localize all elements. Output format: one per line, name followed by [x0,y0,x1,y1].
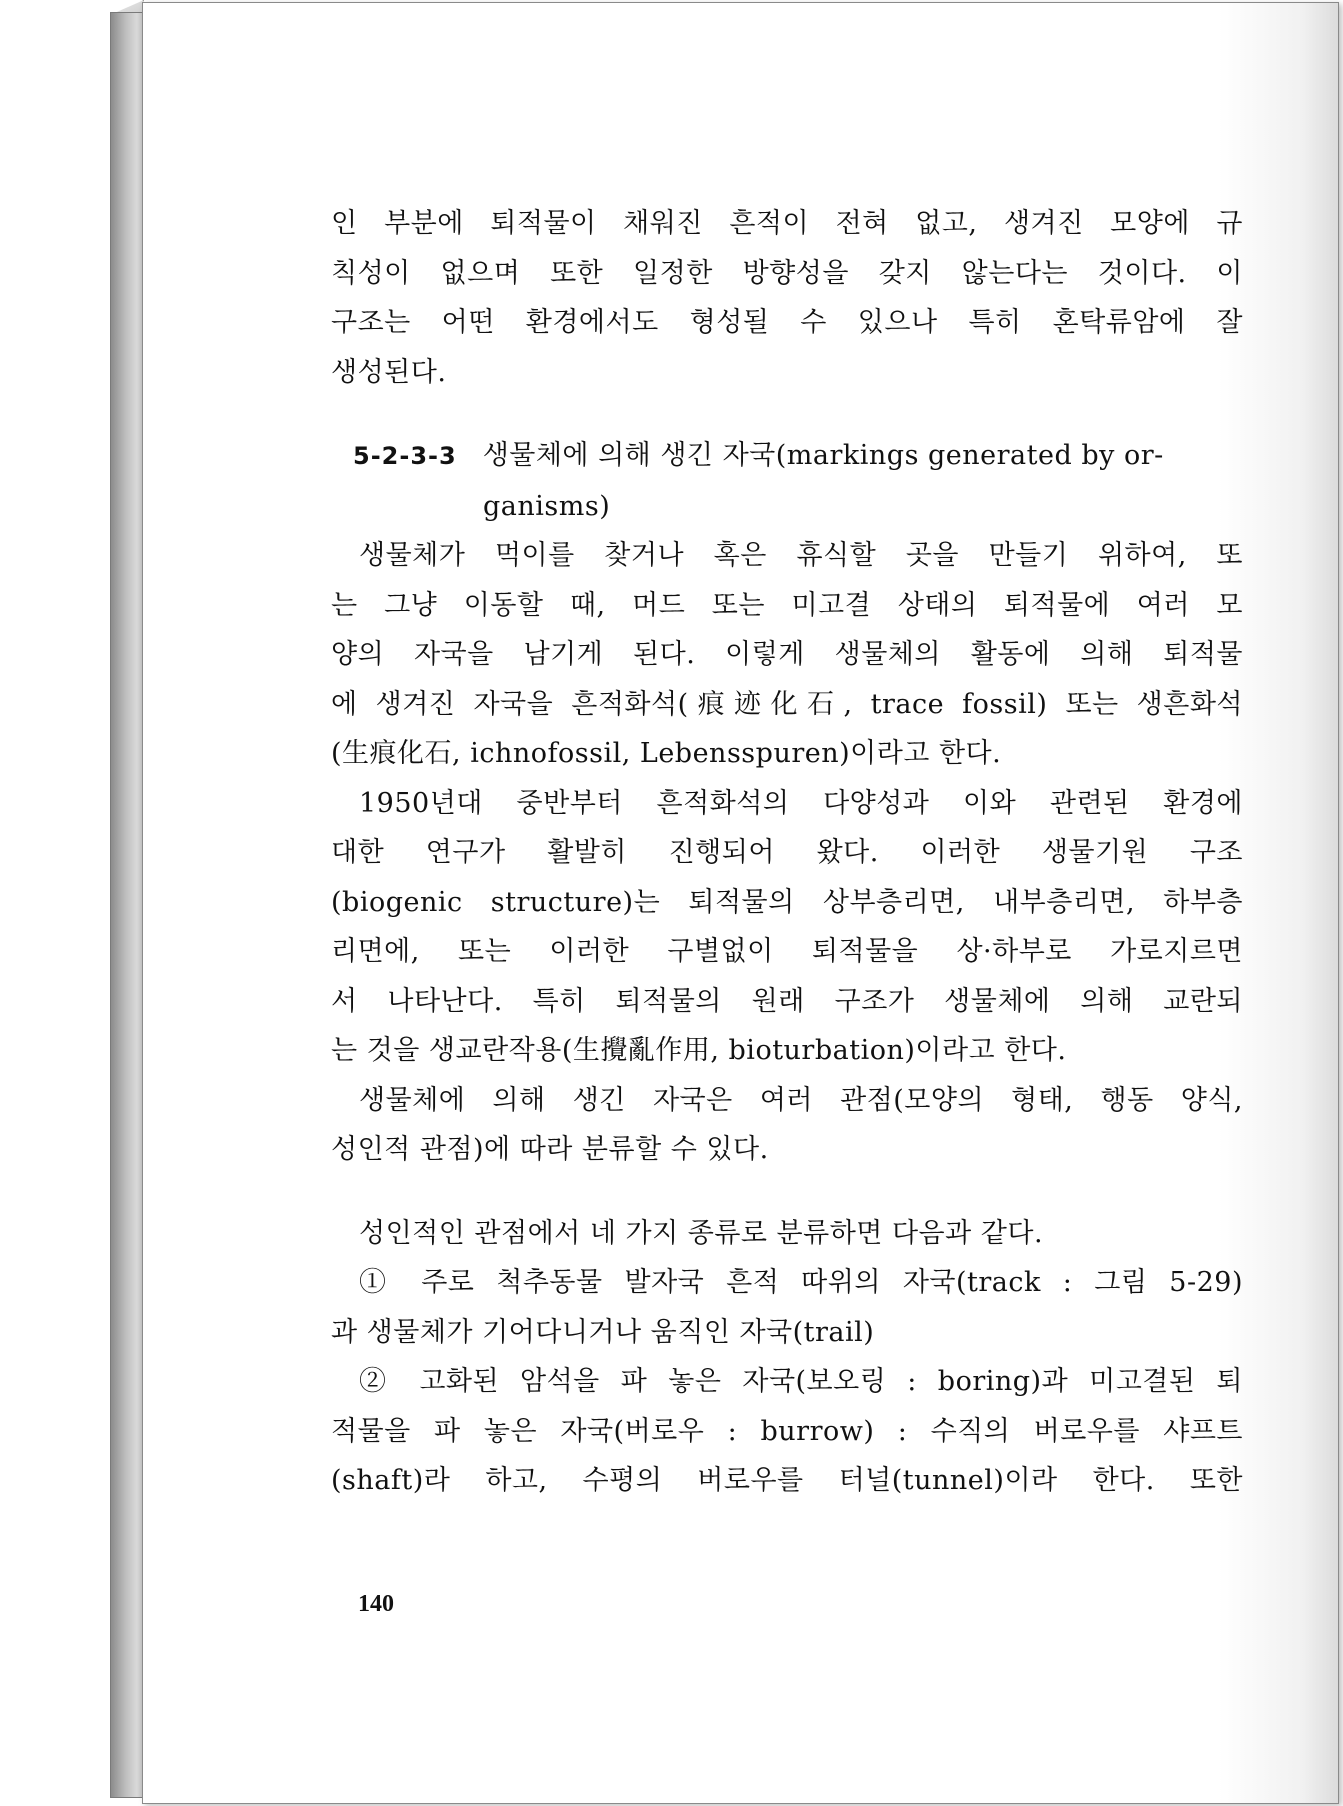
text-line: 과 생물체가 기어다니거나 움직인 자국(trail) [331,1316,875,1348]
text-line: 대한 연구가 활발히 진행되어 왔다. 이러한 생물기원 구조 [331,837,1243,868]
paragraph-1 [331,531,1243,779]
text-line: 는 것을 생교란작용(生攪亂作用, bioturbation)이라고 한다. [331,1035,1067,1066]
text-line: 에 생겨진 자국을 흔적화석(痕迹化石, trace fossil) 또는 생흔화석 [331,688,1243,720]
list-item-2 [331,1357,1243,1506]
text-line: 적물을 파 놓은 자국(버로우 : burrow) : 수직의 버로우를 샤프트 [331,1415,1243,1447]
page-number: 140 [358,1591,394,1617]
text-line: 성인적인 관점에서 네 가지 종류로 분류하면 다음과 같다. [359,1217,1044,1249]
book [110,0,1343,1806]
paragraph-intro [331,199,1243,397]
section-heading [331,431,1243,531]
paragraph-3 [331,1076,1243,1175]
text-line: 서 나타난다. 특히 퇴적물의 원래 구조가 생물체에 의해 교란되 [331,985,1243,1017]
text-line: 구조는 어떤 환경에서도 형성될 수 있으나 특히 혼탁류암에 잘 [331,307,1243,338]
text-line: 양의 자국을 남기게 된다. 이렇게 생물체의 활동에 의해 퇴적물 [331,639,1243,670]
book-page [142,2,1339,1804]
page-body [331,199,1243,1506]
book-spine [110,12,144,1798]
text-line: 생물체가 먹이를 찾거나 혹은 휴식할 곳을 만들기 위하여, 또 [359,540,1243,571]
section-number: 5-2-3-3 [353,442,457,470]
text-line: 생성된다. [331,356,447,388]
text-line: (shaft)라 하고, 수평의 버로우를 터널(tunnel)이라 한다. 또한 [331,1465,1243,1496]
section-title: 생물체에 의해 생긴 자국(markings generated by or- [482,440,1164,471]
text-line: 생물체에 의해 생긴 자국은 여러 관점(모양의 형태, 행동 양식, [359,1084,1243,1116]
text-line: 는 그냥 이동할 때, 머드 또는 미고결 상태의 퇴적물에 여러 모 [331,589,1243,621]
text-line: (biogenic structure)는 퇴적물의 상부층리면, 내부층리면, 하부층 [331,886,1243,918]
text-line: 칙성이 없으며 또한 일정한 방향성을 갖지 않는다는 것이다. 이 [331,257,1243,289]
text-line: ① 주로 척추동물 발자국 흔적 따위의 자국(track : 그림 5-29) [359,1267,1243,1298]
paragraph-2 [331,779,1243,1076]
text-line: ② 고화된 암석을 파 놓은 자국(보오링 : boring)과 미고결된 퇴 [359,1366,1243,1397]
section-title-continued: ganisms) [483,490,611,522]
text-line: (生痕化石, ichnofossil, Lebensspuren)이라고 한다. [331,738,1002,769]
text-line: 인 부분에 퇴적물이 채워진 흔적이 전혀 없고, 생겨진 모양에 규 [331,208,1243,239]
text-line: 성인적 관점)에 따라 분류할 수 있다. [331,1134,769,1165]
paragraph-4 [331,1209,1243,1259]
list-item-1 [331,1258,1243,1357]
text-line: 1950년대 중반부터 흔적화석의 다양성과 이와 관련된 환경에 [359,787,1243,819]
text-line: 리면에, 또는 이러한 구별없이 퇴적물을 상·하부로 가로지르면 [331,936,1243,967]
